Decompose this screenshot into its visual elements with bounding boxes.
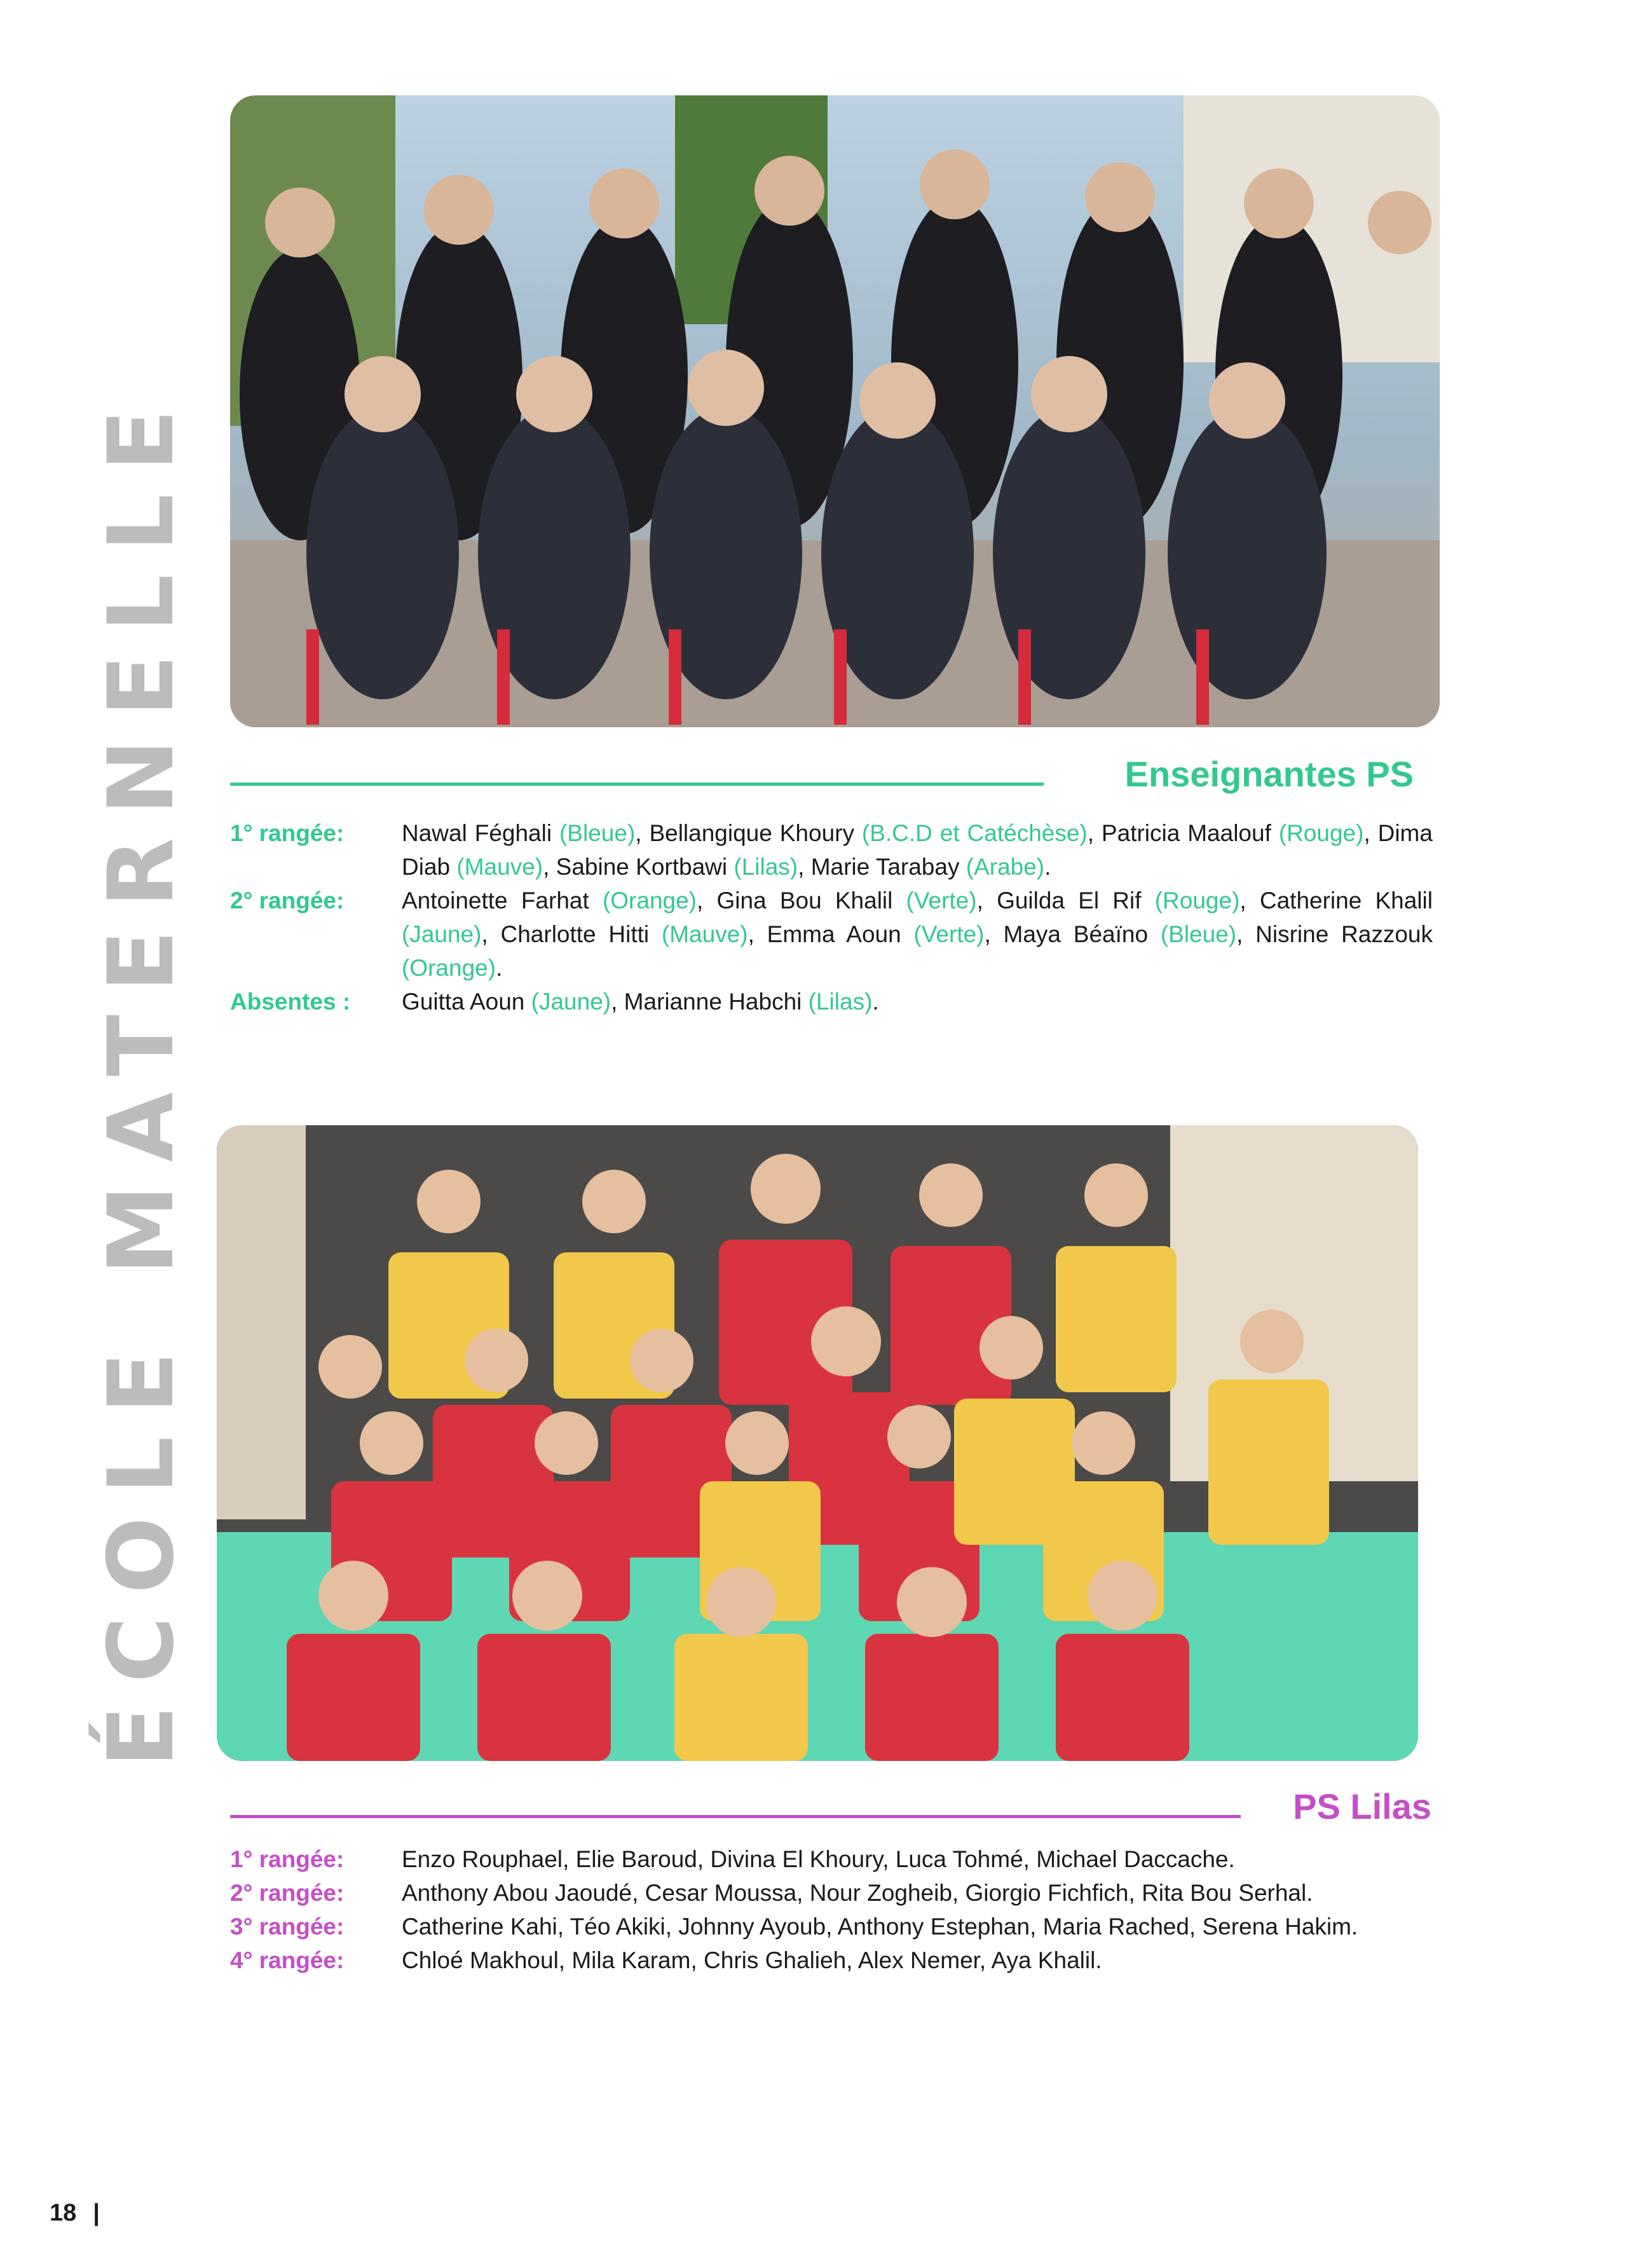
class-assignment: (Lilas) — [808, 989, 873, 1015]
teacher-name: , Marianne Habchi — [611, 989, 809, 1015]
row-label: 4° rangée: — [230, 1947, 345, 1973]
class-section-header — [230, 1788, 1431, 1826]
class-assignment: (Mauve) — [661, 921, 748, 947]
row-label: 1° rangée: — [230, 820, 345, 846]
class-assignment: (Arabe) — [966, 854, 1045, 880]
class-assignment: (Lilas) — [734, 854, 798, 880]
page-footer — [50, 2200, 100, 2227]
teachers-row — [230, 816, 1433, 884]
teacher-name: , Marie Tarabay — [798, 854, 966, 880]
class-header-rule — [230, 1815, 1241, 1818]
class-assignment: (Rouge) — [1278, 820, 1364, 846]
teacher-name: Guitta Aoun — [402, 989, 531, 1015]
class-assignment: (Verte) — [906, 887, 977, 914]
row-label: 2° rangée: — [230, 887, 345, 914]
teacher-name: Antoinette Farhat — [402, 887, 603, 914]
teacher-name: , Nisrine Razzouk — [1236, 921, 1433, 947]
row-label: 1° rangée: — [230, 1846, 345, 1872]
teacher-name: , Patricia Maalouf — [1087, 820, 1279, 846]
teacher-name: , Gina Bou Khalil — [697, 887, 906, 914]
teachers-photo — [230, 95, 1440, 727]
class-assignment: (Verte) — [913, 921, 985, 947]
teacher-name: , Dima Diab — [402, 820, 1433, 880]
teachers-section-header — [230, 755, 1414, 793]
class-assignment: (Bleue) — [559, 820, 636, 846]
row-text: Enzo Rouphael, Elie Baroud, Divina El Khoury, Luca Tohmé, Michael Daccache. — [402, 1846, 1235, 1872]
class-assignment: (Mauve) — [456, 854, 543, 880]
row-text — [402, 816, 1433, 884]
teacher-name: . — [496, 955, 503, 981]
teacher-name: Nawal Féghali — [402, 820, 559, 846]
class-rows — [230, 1842, 1433, 1977]
teacher-name: , Bellangique Khoury — [635, 820, 862, 846]
teacher-name: , Charlotte Hitti — [481, 921, 662, 947]
teacher-name: . — [1044, 854, 1051, 880]
row-label: Absentes : — [230, 989, 351, 1015]
teachers-section-title: Enseignantes PS — [1115, 755, 1414, 793]
class-assignment: (Orange) — [402, 955, 496, 981]
row-text: Chloé Makhoul, Mila Karam, Chris Ghalieh, Alex Nemer, Aya Khalil. — [402, 1947, 1102, 1973]
row-label: 2° rangée: — [230, 1880, 345, 1906]
row-text: Catherine Kahi, Téo Akiki, Johnny Ayoub, Anthony Estephan, Maria Rached, Serena Hakim. — [402, 1914, 1358, 1940]
footer-separator: | — [93, 2200, 100, 2226]
teacher-name: , Maya Béaïno — [984, 921, 1161, 947]
row-text — [402, 884, 1433, 985]
teacher-name: , Sabine Kortbawi — [543, 854, 734, 880]
class-assignment: (Jaune) — [402, 921, 482, 947]
teacher-name: , Emma Aoun — [747, 921, 914, 947]
row-label: 3° rangée: — [230, 1914, 345, 1940]
class-assignment: (Rouge) — [1154, 887, 1240, 914]
page-number: 18 — [50, 2200, 77, 2226]
class-assignment: (Orange) — [602, 887, 697, 914]
teachers-row — [230, 985, 1433, 1018]
class-row — [230, 1910, 1433, 1943]
teachers-rows — [230, 816, 1433, 1018]
class-assignment: (Jaune) — [531, 989, 611, 1015]
class-section-title: PS Lilas — [1283, 1788, 1431, 1826]
class-row — [230, 1842, 1433, 1876]
class-assignment: (B.C.D et Catéchèse) — [861, 820, 1088, 846]
teacher-name: . — [872, 989, 879, 1015]
class-row — [230, 1943, 1433, 1977]
class-row — [230, 1876, 1433, 1910]
teacher-name: , Catherine Khalil — [1239, 887, 1433, 914]
row-text: Anthony Abou Jaoudé, Cesar Moussa, Nour Zogheib, Giorgio Fichfich, Rita Bou Serhal. — [402, 1880, 1313, 1906]
row-text — [402, 985, 1433, 1018]
teachers-row — [230, 884, 1433, 985]
teacher-name: , Guilda El Rif — [976, 887, 1155, 914]
teachers-header-rule — [230, 783, 1044, 786]
class-assignment: (Bleue) — [1160, 921, 1237, 947]
class-photo — [217, 1125, 1418, 1761]
side-title: ÉCOLE MATERNELLE — [89, 386, 194, 1767]
